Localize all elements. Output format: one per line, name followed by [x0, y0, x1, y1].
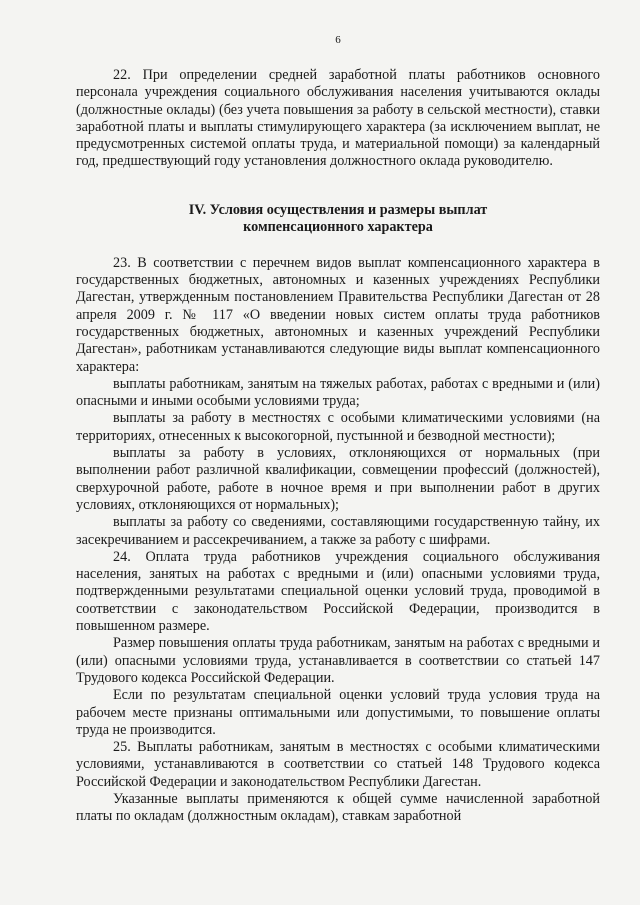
- paragraph-25-application: Указанные выплаты применяются к общей сумме начисленной заработной платы по окладам (должностным окладам), ставкам заработной: [76, 790, 600, 825]
- list-item-hazardous-work: выплаты работникам, занятым на тяжелых работах, работах с вредными и (или) опасными и иными особыми условиями труда;: [76, 375, 600, 410]
- paragraph-25: 25. Выплаты работникам, занятым в местностях с особыми климатическими условиями, устанавливаются в соответствии со статьей 148 Трудового кодекса Российской Федерации и законодательством Республики Дагестан.: [76, 739, 600, 790]
- paragraph-22: 22. При определении средней заработной платы работников основного персонала учреждения социального обслуживания населения учитываются оклады (должностные оклады) (без учета повышения за работу в сельской местности), ставки заработной платы и выплаты стимулирующего характера (за исключением выплат, не предусмотренных системой оплаты труда, и материальной помощи) за календарный год, предшествующий году установления должностного оклада руководителю.: [76, 67, 600, 170]
- paragraph-24: 24. Оплата труда работников учреждения социального обслуживания населения, занятых на работах с вредными и (или) опасными условиями труда, подтвержденными результатами специальной оценки условий труда, проводимой в соответствии с законодательством Российской Федерации, производится в повышенном размере.: [76, 548, 600, 635]
- list-item-state-secrets: выплаты за работу со сведениями, составляющими государственную тайну, их засекречиванием и рассекречиванием, а также за работу с шифрами.: [76, 514, 600, 548]
- section-title: [76, 202, 600, 237]
- section-title-line-2: компенсационного характера: [243, 219, 433, 236]
- list-item-climate-conditions: выплаты за работу в местностях с особыми климатическими условиями (на территориях, отнесенных к высокогорной, пустынной и безводной местности);: [76, 410, 600, 444]
- list-item-deviating-conditions: выплаты за работу в условиях, отклоняющихся от нормальных (при выполнении работ различной квалификации, совмещении профессий (должностей), сверхурочной работе, работе в ночное время и при выполнении работ в других условиях, отклоняющихся от нормальных);: [76, 445, 600, 513]
- paragraph-24-increase-size: Размер повышения оплаты труда работникам, занятым на работах с вредными и (или) опасными условиями труда, устанавливается в соответствии со статьей 147 Трудового кодекса Российской Федерации.: [76, 635, 600, 686]
- page-number: 6: [335, 34, 341, 46]
- paragraph-23: 23. В соответствии с перечнем видов выплат компенсационного характера в государственных бюджетных, автономных и казенных учреждениях Республики Дагестан, утвержденным постановлением Правительства Республики Дагестан от 28 апреля 2009 г. № 117 «О введении новых систем оплаты труда работников государственных бюджетных, автономных и казенных учреждений Республики Дагестан», работникам устанавливаются следующие виды выплат компенсационного характера:: [76, 254, 600, 375]
- paragraph-24-no-increase: Если по результатам специальной оценки условий труда условия труда на рабочем месте признаны оптимальными или допустимыми, то повышение оплаты труда не производится.: [76, 687, 600, 738]
- section-title-line-1: IV. Условия осуществления и размеры выплат: [188, 201, 488, 218]
